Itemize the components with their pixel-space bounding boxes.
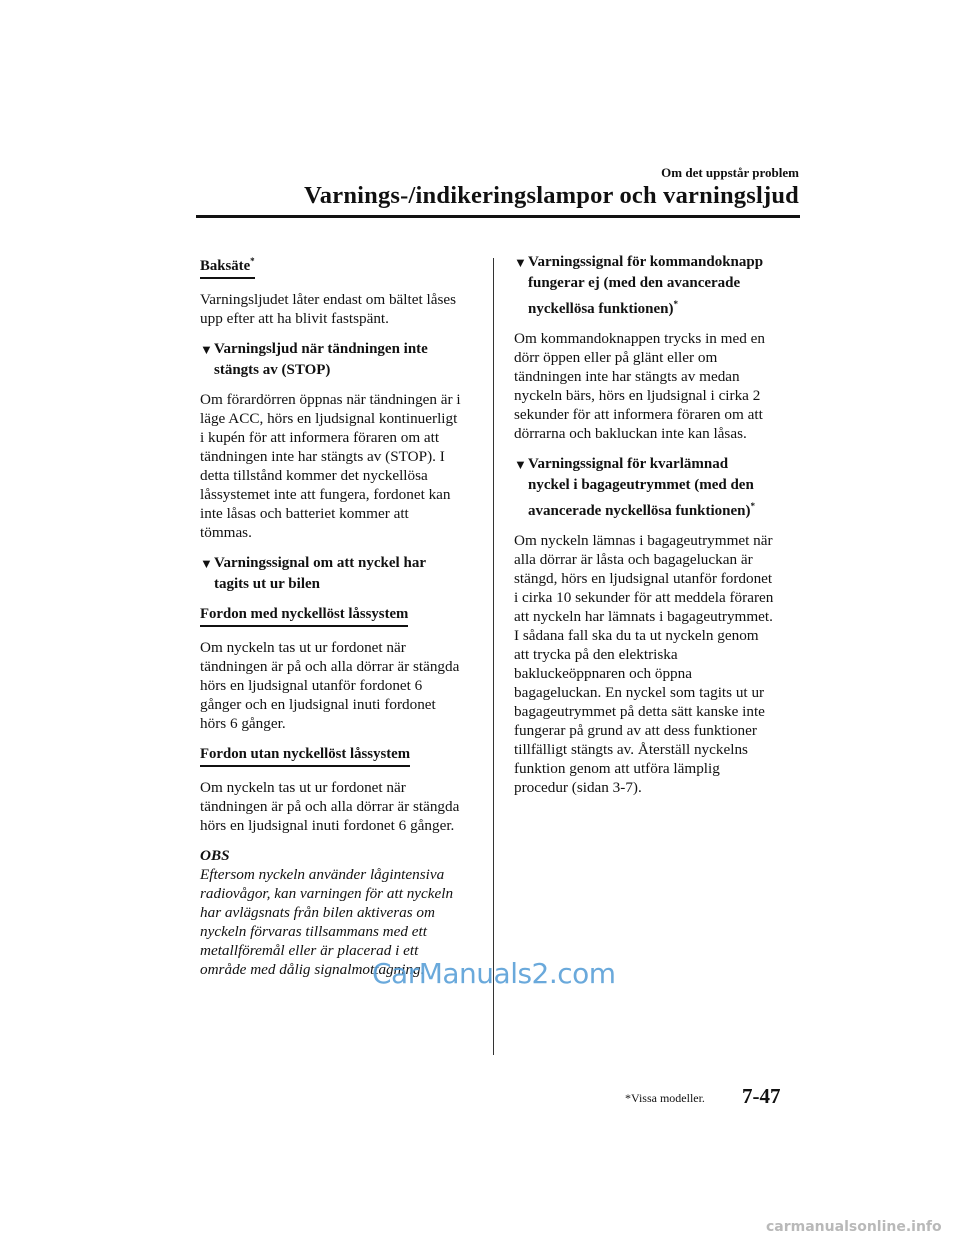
subheading-without-keyless: Fordon utan nyckellöst låssystem — [200, 745, 410, 767]
key-in-trunk-text: Om nyckeln lämnas i bagageutrymmet när alla dörrar är låsta och bagageluckan är stängd, hörs en ljudsignal utanför fordonet i cirka 10 sekunder för att meddela föraren att nyckeln har lämnats i bagageutrymmet. I sådana fall ska du ta ut nyckeln genom att trycka på den elektriska bakluckeöppnaren och öppna bagageluckan. En nyckel som tagits ut ur bagageutrymmet på detta sätt kanske inte fungerar på grund av att dess funktioner tillfälligt stängts av. Återställ nyckelns funktion genom att utföra lämplig procedur (sidan 3-7). — [514, 532, 774, 796]
baksate-text: Varningsljudet låter endast om bältet låses upp efter att ha blivit fastspänt. — [200, 290, 457, 327]
with-keyless-text: Om nyckeln tas ut ur fordonet när tändningen är på och alla dörrar är stängda hörs en ljudsignal utanför fordonet 6 gånger och en ljudsignal inuti fordonet hörs 6 gånger. — [200, 638, 460, 732]
column-divider — [493, 258, 494, 1055]
ignition-warning-text: Om förardörren öppnas när tändningen är i läge ACC, hörs en ljudsignal kontinuerligt i kupén för att informera föraren om att tändningen inte har stängts av (STOP). I detta tillstånd kommer det nyckellösa låssystemet inte att fungera, fordonet kan inte låsas och batteriet kommer att tömmas. — [200, 390, 461, 541]
heading-ignition-warning: ▼ Varningsljud när tändningen inte stängts av (STOP) — [200, 340, 428, 378]
triangle-down-icon: ▼ — [200, 555, 213, 571]
page-title: Varnings-/indikeringslampor och varningsljud — [304, 182, 799, 209]
left-column — [200, 252, 478, 979]
baksate-heading: Baksäte* — [200, 252, 255, 279]
triangle-down-icon: ▼ — [514, 457, 527, 472]
header-section-label: Om det uppstår problem — [661, 165, 799, 180]
header-divider — [196, 215, 800, 218]
footnote-some-models: *Vissa modeller. — [625, 1091, 705, 1105]
note-label: OBS — [200, 846, 230, 864]
heading-key-removed-warning: ▼ Varningssignal om att nyckel har tagits ut ur bilen — [200, 554, 426, 592]
page-number: 7-47 — [742, 1084, 781, 1108]
note-text: Eftersom nyckeln använder lågintensiva radiovågor, kan varningen för att nyckeln har avlägsnats från bilen aktiveras om nyckeln förvaras tillsammans med ett metallföremål eller är placerad i ett område med dålig signalmottagning. — [200, 865, 454, 978]
command-button-text: Om kommandoknappen trycks in med en dörr öppen eller på glänt eller om tändningen inte har stängts av medan nyckeln bärs, hörs en ljudsignal i cirka 2 sekunder för att informera föraren om att dörrarna och bakluckan inte kan låsas. — [514, 330, 765, 442]
site-watermark: carmanualsonline.info — [766, 1219, 942, 1235]
right-column — [514, 252, 792, 808]
carmanuals-watermark: CarManuals2.com — [372, 957, 616, 990]
subheading-with-keyless: Fordon med nyckellöst låssystem — [200, 605, 408, 627]
without-keyless-text: Om nyckeln tas ut ur fordonet när tändningen är på och alla dörrar är stängda hörs en ljudsignal inuti fordonet 6 gånger. — [200, 778, 460, 834]
triangle-down-icon: ▼ — [200, 341, 213, 357]
triangle-down-icon: ▼ — [514, 255, 527, 270]
heading-command-button-warning: ▼ Varningssignal för kommandoknapp fungerar ej (med den avancerade nyckellösa funktionen)* — [514, 254, 764, 317]
heading-key-in-trunk-warning: ▼ Varningssignal för kvarlämnad nyckel i bagageutrymmet (med den avancerade nyckellösa funktionen)* — [514, 456, 756, 519]
